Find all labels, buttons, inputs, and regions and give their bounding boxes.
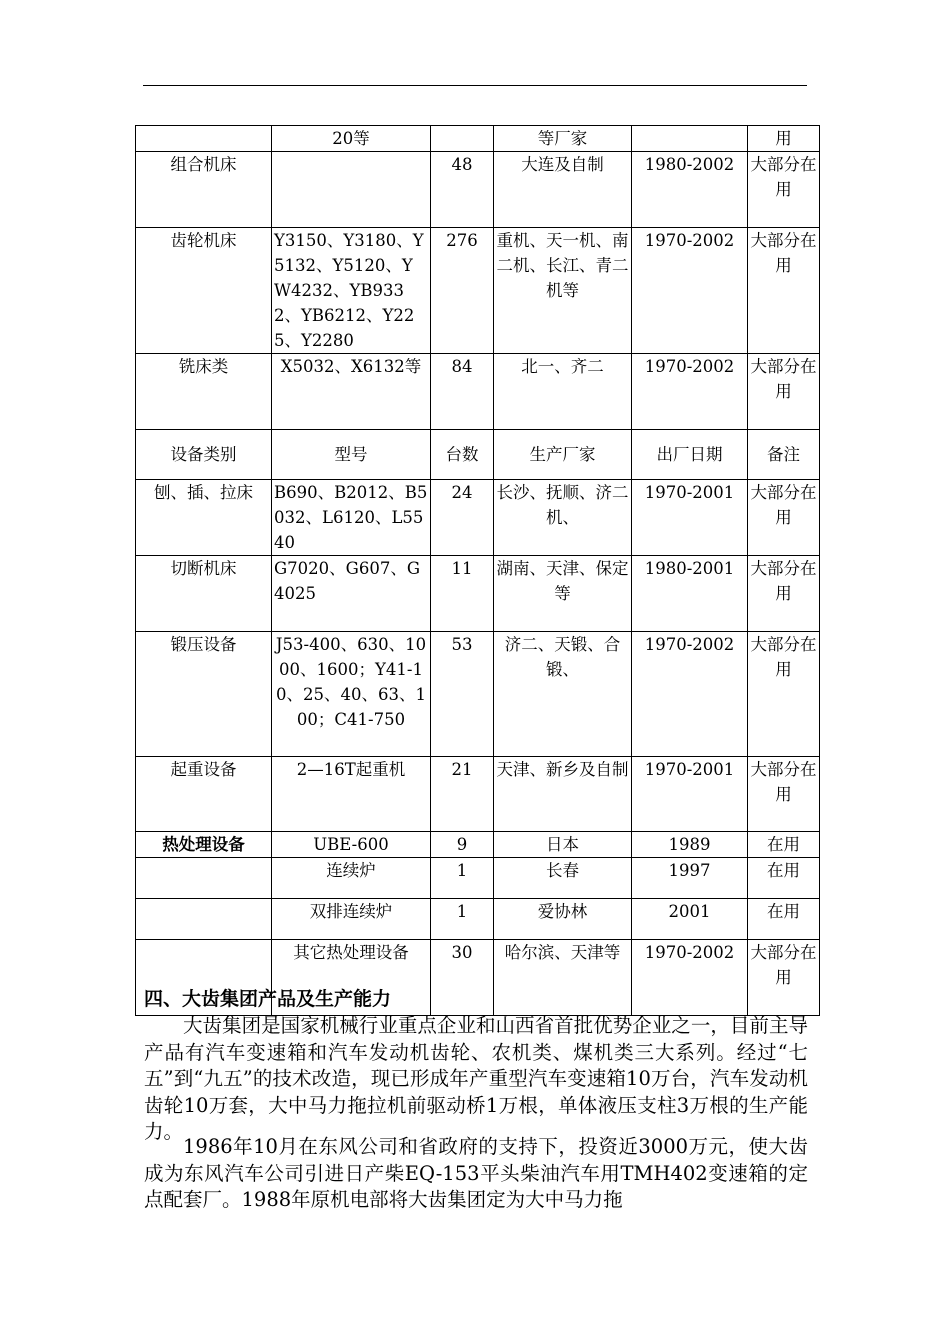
category-cell: 齿轮机床 xyxy=(136,228,272,354)
model-cell: 其它热处理设备 xyxy=(272,940,431,1016)
remark-cell: 大部分在用 xyxy=(748,940,820,1016)
count-cell: 台数 xyxy=(431,430,494,480)
category-cell: 热处理设备 xyxy=(136,832,272,858)
model-cell: 双排连续炉 xyxy=(272,899,431,940)
category-cell: 设备类别 xyxy=(136,430,272,480)
remark-cell: 大部分在用 xyxy=(748,757,820,832)
count-cell: 11 xyxy=(431,556,494,632)
remark-cell: 在用 xyxy=(748,832,820,858)
category-cell: 刨、插、拉床 xyxy=(136,480,272,556)
maker-cell: 日本 xyxy=(494,832,632,858)
count-cell: 30 xyxy=(431,940,494,1016)
equipment-table-body xyxy=(136,126,820,1016)
model-cell: 2—16T起重机 xyxy=(272,757,431,832)
maker-cell: 等厂家 xyxy=(494,126,632,152)
count-cell xyxy=(431,126,494,152)
count-cell: 21 xyxy=(431,757,494,832)
remark-cell: 大部分在用 xyxy=(748,228,820,354)
category-cell xyxy=(136,126,272,152)
count-cell: 48 xyxy=(431,152,494,228)
table-row xyxy=(136,858,820,899)
category-cell: 组合机床 xyxy=(136,152,272,228)
model-cell: X5032、X6132等 xyxy=(272,354,431,430)
maker-cell: 天津、新乡及自制 xyxy=(494,757,632,832)
table-row xyxy=(136,899,820,940)
maker-cell: 北一、齐二 xyxy=(494,354,632,430)
count-cell: 84 xyxy=(431,354,494,430)
remark-cell: 大部分在用 xyxy=(748,556,820,632)
equipment-table xyxy=(135,125,820,1016)
date-cell: 1970-2002 xyxy=(632,632,748,757)
date-cell: 1989 xyxy=(632,832,748,858)
date-cell: 1970-2002 xyxy=(632,940,748,1016)
model-cell: 连续炉 xyxy=(272,858,431,899)
maker-cell: 爱协林 xyxy=(494,899,632,940)
remark-cell: 大部分在用 xyxy=(748,480,820,556)
maker-cell: 湖南、天津、保定等 xyxy=(494,556,632,632)
table-row xyxy=(136,757,820,832)
category-cell xyxy=(136,899,272,940)
section-title: 四、大齿集团产品及生产能力 xyxy=(144,988,392,1010)
section-paragraph-2: 1986年10月在东风公司和省政府的支持下，投资近3000万元，使大齿成为东风汽车公司引进日产柴EQ-153平头柴油汽车用TMH402变速箱的定点配套厂。1988年原机电部将大齿集团定为大中马力拖 xyxy=(144,1135,808,1211)
category-cell: 锻压设备 xyxy=(136,632,272,757)
model-cell: 型号 xyxy=(272,430,431,480)
table-header-row xyxy=(136,430,820,480)
count-cell: 276 xyxy=(431,228,494,354)
section-paragraph-1: 大齿集团是国家机械行业重点企业和山西省首批优势企业之一，目前主导产品有汽车变速箱和汽车发动机齿轮、农机类、煤机类三大系列。经过“七五”到“九五”的技术改造，现已形成年产重型汽车变速箱10万台，汽车发动机齿轮10万套，大中马力拖拉机前驱动桥1万根，单体液压支柱3万根的生产能力。 xyxy=(144,1014,808,1143)
maker-cell: 大连及自制 xyxy=(494,152,632,228)
table-row xyxy=(136,832,820,858)
maker-cell: 济二、天锻、合锻、 xyxy=(494,632,632,757)
remark-cell: 大部分在用 xyxy=(748,354,820,430)
category-cell: 切断机床 xyxy=(136,556,272,632)
table-row xyxy=(136,480,820,556)
remark-cell: 在用 xyxy=(748,858,820,899)
table-row xyxy=(136,126,820,152)
date-cell xyxy=(632,126,748,152)
table-row xyxy=(136,228,820,354)
maker-cell: 重机、天一机、南二机、长江、青二机等 xyxy=(494,228,632,354)
date-cell: 1980-2001 xyxy=(632,556,748,632)
remark-cell: 用 xyxy=(748,126,820,152)
model-cell: UBE-600 xyxy=(272,832,431,858)
table-row xyxy=(136,152,820,228)
date-cell: 1997 xyxy=(632,858,748,899)
category-cell: 铣床类 xyxy=(136,354,272,430)
count-cell: 1 xyxy=(431,858,494,899)
model-cell: Y3150、Y3180、Y5132、Y5120、YW4232、YB9332、YB6212、Y225、Y2280 xyxy=(272,228,431,354)
date-cell: 1970-2002 xyxy=(632,228,748,354)
maker-cell: 长沙、抚顺、济二机、 xyxy=(494,480,632,556)
maker-cell: 哈尔滨、天津等 xyxy=(494,940,632,1016)
model-cell: B690、B2012、B5032、L6120、L5540 xyxy=(272,480,431,556)
table-row xyxy=(136,556,820,632)
date-cell: 1980-2002 xyxy=(632,152,748,228)
date-cell: 2001 xyxy=(632,899,748,940)
remark-cell: 在用 xyxy=(748,899,820,940)
count-cell: 1 xyxy=(431,899,494,940)
date-cell: 1970-2001 xyxy=(632,480,748,556)
header-rule xyxy=(143,85,807,86)
model-cell: J53-400、630、1000、1600；Y41-10、25、40、63、100；C41-750 xyxy=(272,632,431,757)
model-cell xyxy=(272,152,431,228)
remark-cell: 大部分在用 xyxy=(748,632,820,757)
category-cell: 起重设备 xyxy=(136,757,272,832)
maker-cell: 生产厂家 xyxy=(494,430,632,480)
count-cell: 53 xyxy=(431,632,494,757)
date-cell: 出厂日期 xyxy=(632,430,748,480)
remark-cell: 备注 xyxy=(748,430,820,480)
maker-cell: 长春 xyxy=(494,858,632,899)
table-row xyxy=(136,354,820,430)
date-cell: 1970-2002 xyxy=(632,354,748,430)
category-cell xyxy=(136,858,272,899)
remark-cell: 大部分在用 xyxy=(748,152,820,228)
model-cell: 20等 xyxy=(272,126,431,152)
date-cell: 1970-2001 xyxy=(632,757,748,832)
count-cell: 9 xyxy=(431,832,494,858)
table-row xyxy=(136,632,820,757)
model-cell: G7020、G607、G4025 xyxy=(272,556,431,632)
count-cell: 24 xyxy=(431,480,494,556)
